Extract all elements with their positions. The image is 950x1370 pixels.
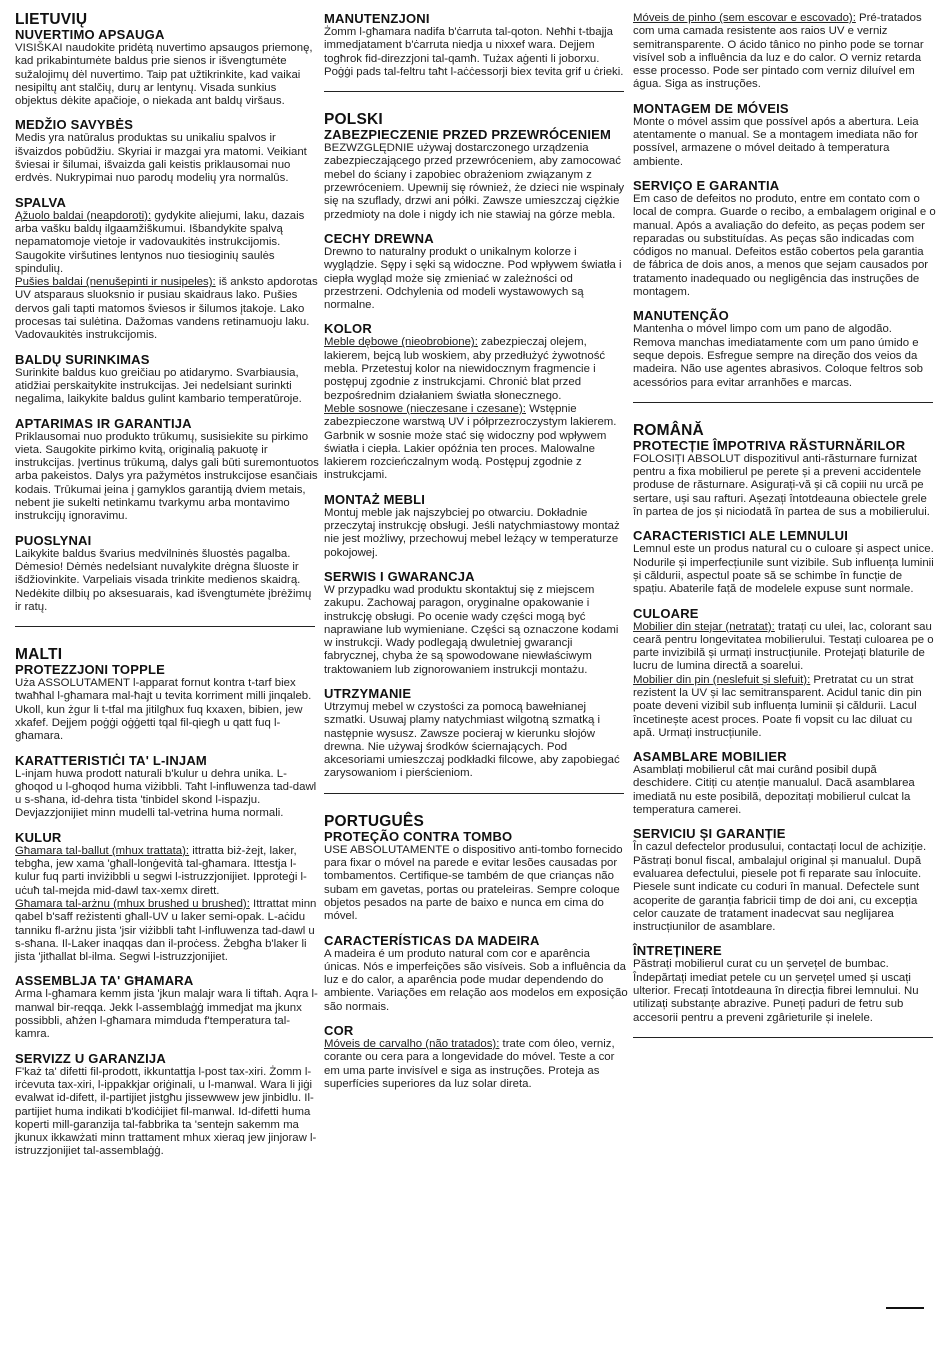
section-heading: MEDŽIO SAVYBĖS — [15, 117, 134, 133]
section-text: W przypadku wad produktu skontaktuj się z miejscem zakupu. Zachowaj paragon, oryginalne opakowanie i instrukcję obsługi. Po ocenie wady części mogą być naprawiane lub wymieniane. Części są oznaczone kodami w instrukcji. Wady podlegają dwuletniej gwarancji fabrycznej, chyba że są spowodowane niewłaściwym traktowaniem lub zignorowaniem instrukcji montażu. — [324, 583, 619, 676]
pine-text: Ittrattat minn qabel b'saff reżistenti għall-UV u laker semi-opak. L-aċidu tanniku fl-arżnu jista 'jsir viżibbli taħt l-influwenza tad-dawl u s-sħana. Il-Laker inaqqas dan il-proċess. Żebgħa b'laker li jista 'jitħallat bl-ilma. Segwi l-istruzzjonijiet. — [15, 897, 317, 964]
language-heading-portuguese: PORTUGUÊS — [324, 812, 424, 830]
section-text — [15, 276, 319, 342]
section-heading: KULUR — [15, 829, 62, 845]
pt-care-section — [633, 309, 937, 389]
oak-text: zabezpieczaj olejem, lakierem, bejcą lub woskiem, aby przedłużyć żywotność mebla. Przetestuj kolor na niewidocznym fragmencie i postępuj zgodnie z instrukcjami. Chroniċ blat przed bezpośrednim działaniem światła słonecznego. — [324, 336, 606, 402]
section-heading: PROTECȚIE ÎMPOTRIVA RĂSTURNĂRILOR — [633, 437, 906, 453]
section-text: Montuj meble jak najszybciej po otwarciu. Dokładnie przeczytaj instrukcję obsługi. Jeśli natychmiastowy montaż nie jest możliwy, przechowuj mebel leżący w temperaturze pokojowej. — [324, 506, 620, 559]
section-heading: SERVICIU ȘI GARANȚIE — [633, 826, 786, 842]
oak-subheading: Meble dębowe (nieobrobione): — [324, 336, 478, 349]
section-heading: BALDŲ SURINKIMAS — [15, 351, 150, 367]
language-heading-lithuanian: LIETUVIŲ — [15, 11, 88, 28]
ro-wood-section — [633, 529, 937, 596]
pine-text: Wstępnie zabezpieczone warstwą UV i półprzezroczystym lakierem. Garbnik w sosnie może stać się widoczny pod wpływem światła i ciepła. Lakier opóźnia ten proces. Malowalne lakierem rozcieńczalnym wodą. Postępuj zgodnie z instrukcjami. — [324, 402, 617, 482]
page-end-mark — [886, 1307, 924, 1309]
section-heading: MONTAŻ MEBLI — [324, 491, 426, 507]
oak-text: tratați cu ulei, lac, colorant sau ceară pentru longevitatea mobilierului. Testați culoarea pe o parte invizibilă și urmați instrucțiunile. Protejați blaturile de lucru de lumina directă a soarelui. — [633, 620, 934, 673]
ro-care-section — [633, 944, 937, 1024]
oak-subheading: Móveis de carvalho (não tratados): — [324, 1038, 500, 1051]
section-text: L-injam huwa prodott naturali b'kulur u dehra unika. L-għoqod u l-għoqod huma viżibbli. Taħt l-influwenza tad-dawl u s-sħana, id-dehra tista 'tinbidel skond l-ispazju. Devjazzjonijiet minn mudelli tal-vetrina huma normali. — [15, 767, 317, 820]
language-heading-polish: POLSKI — [324, 111, 383, 129]
section-text: În cazul defectelor produsului, contactați locul de achiziție. Păstrați bonul fiscal, ambalajul original și manualul. După evaluarea defectului, piesele pot fi reparate sau înlocuite. Piesele sunt indicate cu coduri în manual. Defectele sunt acoperite de garanția fabricii timp de doi ani, cu excepția celor cauzate de tratament inadecvat sau neglijarea instrucțiunilor de asamblare. — [633, 841, 927, 934]
ro-tip-section — [633, 439, 937, 519]
section-text: Em caso de defeitos no produto, entre em contato com o local de compra. Guarde o recibo, a embalagem original e o manual. Após a avaliação do defeito, as peças podem ser reparadas ou substituídas. As peças são indicadas com códigos no manual. Defeitos estão cobertos pela garantia de fábrica de dois anos, a menos que sejam causados por tratamento inadequado ou negligência das instruções de montagem. — [633, 192, 936, 299]
section-heading: CARACTERÍSTICAS DA MADEIRA — [324, 932, 540, 948]
lt-care-section — [15, 534, 319, 614]
lt-color-section — [15, 196, 319, 343]
section-text: BEZWZGLĘDNIE używaj dostarczonego urządzenia zabezpieczającego przed przewróceniem, aby zamocować mebel do ściany i zapobiec obrażeniom związanym z przewróceniem. Upewnij się również, że dzieci nie wspinały się na szuflady, drzwi ani półki. Zawsze umieszczaj ciężkie przedmioty na dole i nigdy ich nie stawiaj na górze mebla. — [324, 142, 625, 221]
section-heading: SPALVA — [15, 194, 67, 210]
section-heading: APTARIMAS IR GARANTIJA — [15, 415, 192, 431]
pl-tip-section — [324, 128, 628, 222]
pt-pine-section — [633, 12, 937, 92]
oak-subheading: Mobilier din stejar (netratat): — [633, 620, 775, 633]
section-heading: KARATTERISTIĊI TA' L-INJAM — [15, 752, 207, 768]
section-text: Priklausomai nuo produkto trūkumų, susisiekite su pirkimo vieta. Saugokite pirkimo kvitą, originalią pakuotę ir instrukcijas. Įvertinus trūkumą, dalys gali būti suremontuotos arba pakeistos. Dalys yra pažymėtos instrukcijose esančiais kodais. Trūkumai įeina į gamyklos garantiją dviem metais, nebent jie sukelti netinkamu tvarkymu arba montavimo instrukcijų ignoravimu. — [15, 430, 319, 523]
divider — [15, 626, 315, 627]
section-text: A madeira é um produto natural com cor e aparência únicas. Nós e imperfeições são visíveis. Sob a influência da luz e do calor, a aparência pode mudar dependendo do ambiente. Variações em relação aos modelos em exposição são normais. — [324, 947, 628, 1013]
section-text: Uża ASSOLUTAMENT l-apparat fornut kontra t-tarf biex twaħħal l-għamara mal-ħajt u tevita korriment milli jinqaleb. Ukoll, kun żgur li t-tfal ma jitilgħux fuq kxaxen, bibien, jew xkafef. Dejjem poġġi oġġetti tqal fil-qiegħ u qatt fuq l-għamara. — [15, 677, 312, 743]
section-text: FOLOSIȚI ABSOLUT dispozitivul anti-răsturnare furnizat pentru a fixa mobilierul pe perete și a preveni accidentele produse de răsturnare. Asigurați-vă și că copiii nu urcă pe sertare, uși sau rafturi. Așezați întotdeauna obiectele grele în partea de jos și niciodată în partea de sus a mobilierului. — [633, 452, 930, 519]
section-heading: PROTEÇÃO CONTRA TOMBO — [324, 828, 513, 844]
pt-color-section — [324, 1024, 628, 1091]
language-heading-maltese: MALTI — [15, 646, 63, 664]
mt-wood-section — [15, 754, 319, 821]
section-heading: PUOSLYNAI — [15, 532, 92, 548]
ro-service-section — [633, 827, 937, 934]
oak-text: ittratta biż-żejt, laker, tebgħa, jew xama 'għall-lonġevità tal-għamara. Ittestja l-kulur fuq parti inviżibbli u segwi l-istruzzjonijiet. Ipproteġi l-uċuħ tal-mejda mid-dawl tax-xemx dirett. — [15, 844, 307, 897]
oak-text: trate com óleo, verniz, corante ou cera para a longevidade do móvel. Teste a cor em uma parte invisível e siga as instruções. Proteja as superfícies superiores da luz solar direta. — [324, 1038, 615, 1090]
section-text: Mantenha o móvel limpo com um pano de algodão. Remova manchas imediatamente com um pano úmido e seque depois. Esfregue sempre na direção dos veios da madeira. Não use agentes abrasivos. Coloque feltros sob acessórios para evitar arranhões e marcas. — [633, 323, 923, 389]
oak-text: gydykite aliejumi, laku, dazais arba vašku baldų ilgaamžiškumui. Išbandykite spalvą nepamatomoje vietoje ir vadovaukitės instrukcijomis. Saugokite viršutines lentynos nuo tiesioginių saulės spindulių. — [15, 209, 305, 275]
section-text: Surinkite baldus kuo greičiau po atidarymo. Svarbiausia, atidžiai perskaitykite instrukcijas. Jei nedelsiant surinkti negalima, laikykite baldus gulint kambario temperatūroje. — [15, 366, 302, 406]
section-text — [324, 336, 628, 402]
pine-text: Pré-tratados com uma camada resistente aos raios UV e verniz semitransparente. O ácido tânico no pinho pode se tornar visível sob a influência da luz e do calor. O verniz retarda esse processo. Pode ser pintado com verniz diluível em água. Siga as instruções. — [633, 12, 924, 91]
section-heading: CARACTERISTICI ALE LEMNULUI — [633, 528, 849, 544]
section-heading: SERVIÇO E GARANTIA — [633, 177, 780, 193]
pl-color-section — [324, 322, 628, 482]
section-heading: UTRZYMANIE — [324, 685, 412, 701]
pine-text: iš anksto apdorotas UV atsparaus sluoksnio ir pusiau skaidraus lako. Pušies dervos gali tapti matomos šviesos ir šilumos įtakoje. Lako procesas tai sulėtina. Dažomas vandens retinamuoju laku. Vadovaukitės instrukcijomis. — [15, 276, 318, 342]
section-heading: MONTAGEM DE MÓVEIS — [633, 100, 789, 116]
pt-service-section — [633, 179, 937, 299]
section-text — [15, 898, 319, 964]
section-heading: NUVERTIMO APSAUGA — [15, 27, 165, 42]
section-heading: SERWIS I GWARANCJA — [324, 568, 475, 584]
section-text — [633, 674, 937, 740]
column-3 — [633, 12, 937, 1058]
section-text: USE ABSOLUTAMENTE o dispositivo anti-tombo fornecido para fixar o móvel na parede e evitar lesões causadas por tombamentos. Certifique-se também de que crianças não subam em gavetas, portas ou prateleiras. Sempre coloque objetos pesados na parte de baixo e nunca em cima do móvel. — [324, 843, 623, 923]
section-heading: PROTEZZJONI TOPPLE — [15, 662, 165, 678]
section-text — [15, 210, 319, 276]
section-text: Medis yra natūralus produktas su unikaliu spalvos ir išvaizdos pobūdžiu. Skyriai ir mazgai yra matomi. Veikiant šviesai ir šilumai, išvaizda gali keistis priklausomai nuo erdvės. Nukrypimai nuo parodų modelių yra normalūs. — [15, 132, 307, 185]
mt-assembly-section — [15, 974, 319, 1041]
pl-service-section — [324, 570, 628, 677]
language-heading-romanian: ROMÂNĂ — [633, 421, 704, 439]
section-heading: CULOARE — [633, 605, 699, 621]
section-heading: MANUTENZJONI — [324, 11, 430, 26]
pt-assembly-section — [633, 102, 937, 169]
lt-tip-section — [15, 28, 319, 108]
pine-subheading: Pušies baldai (nenušepinti ir nusipeles): — [15, 276, 216, 289]
section-heading: ZABEZPIECZENIE PRZED PRZEWRÓCENIEM — [324, 127, 612, 143]
pine-subheading: Móveis de pinho (sem escovar e escovado): — [633, 12, 856, 24]
ro-assembly-section — [633, 750, 937, 817]
section-text: Drewno to naturalny produkt o unikalnym kolorze i wyglądzie. Sępy i sęki są widoczne. Pod wpływem światła i ciepła wygląd może się zmieniać w zależności od przestrzeni. Odchylenia od modeli wystawowych są normalne. — [324, 245, 622, 312]
section-heading: COR — [324, 1023, 354, 1039]
pt-tip-section — [324, 830, 628, 924]
section-text: Asamblați mobilierul cât mai curând posibil după deschidere. Citiți cu atenție manualul. Dacă asamblarea imediată nu este posibilă, depozitați mobilierul culcat la temperatura camerei. — [633, 764, 915, 817]
section-heading: CECHY DREWNA — [324, 230, 434, 246]
section-text: VISIŠKAI naudokite pridėtą nuvertimo apsaugos priemonę, kad prikabintumėte baldus prie sienos ir išvengtumėte sužalojimų dėl nuvertimo. Taip pat užtikrinkite, kad vaikai nesipiltų ant stalčių, durų ar lentynų. Visada sunkius objektus dėkite apačioje, o niekada ant baldų viršaus. — [15, 42, 313, 108]
pl-care-section — [324, 687, 628, 781]
section-text: Monte o móvel assim que possível após a abertura. Leia atentamente o manual. Se a montagem imediata não for possível, armazene o móvel deitado à temperatura ambiente. — [633, 115, 919, 168]
section-text: Utrzymuj mebel w czystości za pomocą bawełnianej szmatki. Usuwaj plamy natychmiast wilgotną szmatką i następnie wysusz. Zawsze pocieraj w kierunku słojów drewna. Nie używaj środków ściernających. Pod akcesoriami umieszczaj podkładki filcowe, aby zapobiegać zarysowaniom i pierścieniom. — [324, 700, 620, 780]
section-heading: SERVIZZ U GARANZIJA — [15, 1050, 166, 1066]
pt-wood-section — [324, 934, 628, 1014]
pl-assembly-section — [324, 493, 628, 560]
section-heading: KOLOR — [324, 321, 372, 337]
section-heading: MANUTENÇÃO — [633, 308, 729, 324]
ro-color-section — [633, 607, 937, 741]
divider — [633, 1037, 933, 1038]
section-text: Laikykite baldus švarius medvilninės šluostės pagalba. Dėmesio! Dėmės nedelsiant nuvalykite drėgna šluoste ir išdžiovinkite. Varpeliais visada trinkite medienos skaidrą. Nedėkite dilbių po aksesuarais, kad išvengtumėte įbrėžimų ir ratų. — [15, 547, 312, 613]
section-text: Lemnul este un produs natural cu o culoare și aspect unice. Nodurile și imperfecțiunile sunt vizibile. Sub influența luminii și căldurii, aspectul poate să se schimbe în funcție de spațiu. Abaterile față de modelele expuse sunt normale. — [633, 543, 934, 596]
section-text: Żomm l-għamara nadifa b'ċarruta tal-qoton. Neħħi t-tbajja immedjatament b'ċarruta niedja u nixxef wara. Dejjem togħrok fid-direzzjoni tal-qamħ. Tużax aġenti li joborxu. Poġġi pads tal-feltru taħt l-aċċessorji biex tevita grif u ċrieki. — [324, 26, 624, 78]
section-text — [324, 1038, 628, 1091]
pl-wood-section — [324, 232, 628, 312]
column-1 — [15, 12, 319, 1169]
column-2 — [324, 12, 628, 1101]
section-heading: ÎNTREȚINERE — [633, 943, 722, 959]
section-heading: ASAMBLARE MOBILIER — [633, 749, 787, 765]
section-text — [633, 12, 937, 92]
mt-service-section — [15, 1052, 319, 1159]
mt-tip-section — [15, 663, 319, 743]
section-text — [633, 621, 937, 674]
pine-subheading: Għamara tal-arżnu (mhux brushed u brushed): — [15, 897, 250, 910]
divider — [633, 402, 933, 403]
section-text: F'każ ta' difetti fil-prodott, ikkuntattja l-post tax-xiri. Żomm l-irċevuta tax-xiri, l-ippakkjar oriġinali, u l-manwal. Wara li jiġi evalwat id-difett, il-partijiet jistgħu jissewwew jew jinbidlu. Il-partijiet huma indikati b'kodiċijiet fil-manwal. Id-difetti huma koperti mill-garanzija tal-fabbrika ta 'sentejn sakemm ma jkunux ikkawżati minn trattament mhux xieraq jew jinjoraw l-istruzzjonijiet tal-assemblaġġ. — [15, 1065, 317, 1158]
section-text: Arma l-għamara kemm jista 'jkun malajr wara li tiftaħ. Aqra l-manwal bir-reqqa. Jekk l-assemblaġġ immedjat ma jkunx possibbli, aħżen l-għamara mimduda f'temperatura tal-kamra. — [15, 988, 318, 1041]
section-text — [324, 403, 628, 483]
divider — [324, 793, 624, 794]
section-heading: ASSEMBLJA TA' GĦAMARA — [15, 973, 194, 989]
section-text — [15, 845, 319, 898]
lt-service-section — [15, 417, 319, 524]
pine-subheading: Meble sosnowe (nieczesane i czesane): — [324, 402, 526, 415]
oak-subheading: Ąžuolo baldai (neapdoroti): — [15, 209, 152, 222]
mt-color-section — [15, 831, 319, 965]
lt-wood-section — [15, 118, 319, 185]
lt-assembly-section — [15, 353, 319, 407]
divider — [324, 91, 624, 92]
pine-subheading: Mobilier din pin (neslefuit și slefuit): — [633, 673, 811, 686]
mt-care-section — [324, 12, 628, 79]
section-text: Păstrați mobilierul curat cu un șervețel de bumbac. Îndepărtați imediat petele cu un șervețel umed și uscați ulterior. Frecați întotdeauna în direcția fibrei lemnului. Nu utilizați substanțe abrazive. Puneți paduri de fetru sub accesorii pentru a preveni zgârieturile și inelele. — [633, 958, 919, 1024]
pine-text: Pretratat cu un strat rezistent la UV și lac semitransparent. Acidul tanic din pin poate deveni vizibil sub influența luminii și căldurii. Lacul încetinește acest proces. Poate fi vopsit cu lac diluat cu apă. Urmați instrucțiunile. — [633, 673, 922, 739]
oak-subheading: Għamara tal-ballut (mhux trattata): — [15, 844, 190, 857]
